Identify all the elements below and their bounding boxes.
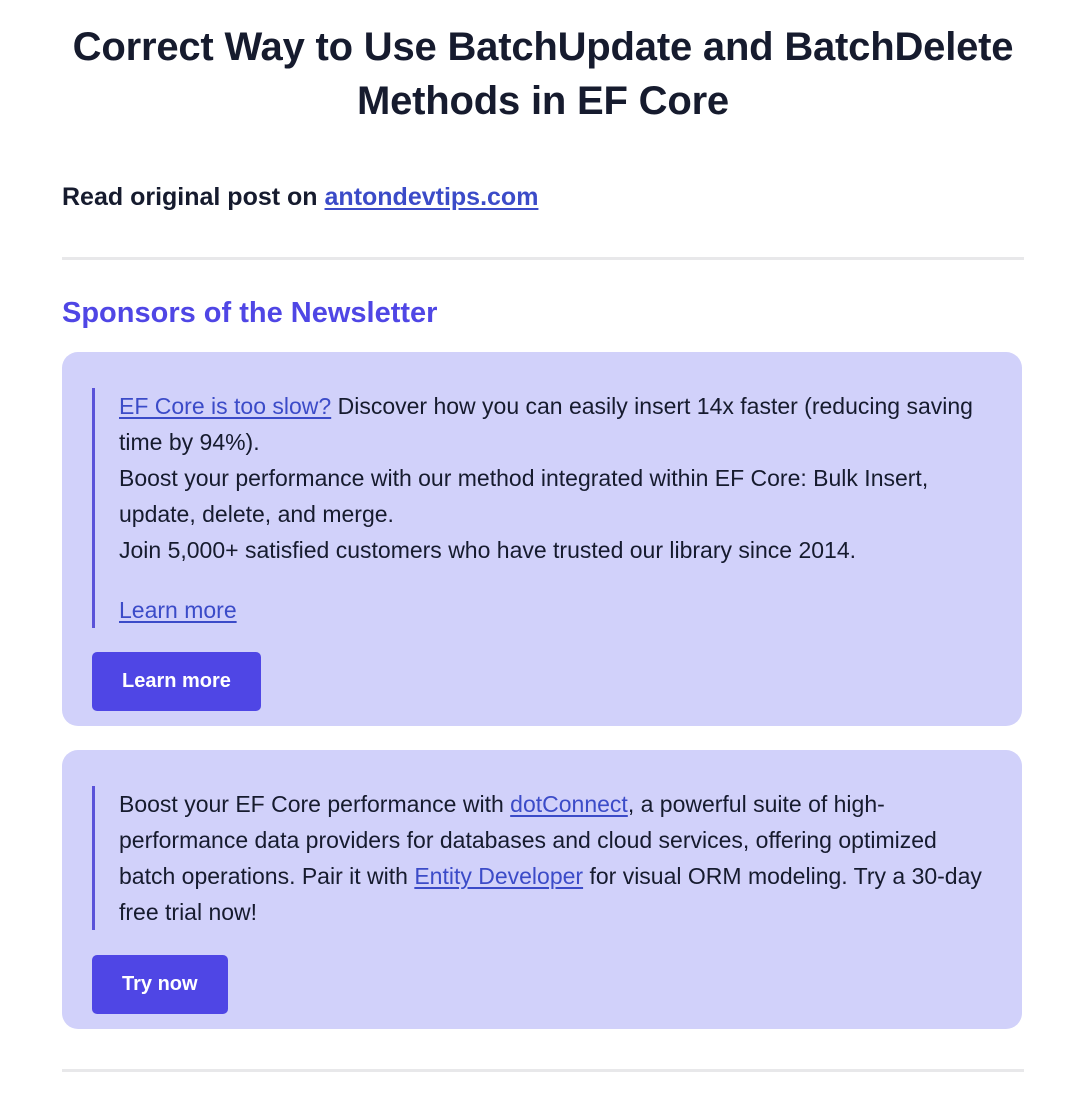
learn-more-link[interactable]: Learn more xyxy=(119,597,237,623)
sponsor-line-2: Boost your performance with our method integrated within EF Core: Bulk Insert, update, delete, and merge. xyxy=(119,465,929,527)
inline-learn-more-line xyxy=(119,592,992,628)
sponsors-heading: Sponsors of the Newsletter xyxy=(62,297,438,329)
dotconnect-text-after: for visual ORM modeling. Try a 30-day free trial now! xyxy=(119,863,982,925)
dotconnect-text-before: Boost your EF Core performance with xyxy=(119,791,511,817)
dotconnect-link[interactable]: dotConnect xyxy=(510,791,628,817)
read-original-line xyxy=(62,180,1024,214)
sponsor-card-dotconnect xyxy=(62,750,1022,1029)
sponsor-line-1 xyxy=(119,388,992,460)
sponsor-line-3: Join 5,000+ satisfied customers who have trusted our library since 2014. xyxy=(119,537,857,563)
dotconnect-text-middle: , a powerful suite of high-performance data providers for databases and cloud services, offering optimized batch operations. Pair it with xyxy=(119,791,937,889)
read-original-prefix: Read original post on xyxy=(62,183,325,211)
entity-developer-link[interactable]: Entity Developer xyxy=(414,863,584,889)
ef-core-too-slow-link[interactable]: EF Core is too slow? xyxy=(119,393,332,419)
quote-spacer xyxy=(119,568,992,592)
original-post-link[interactable]: antondevtips.com xyxy=(324,183,539,211)
sponsor-card-zzz xyxy=(62,352,1022,726)
try-now-button[interactable]: Try now xyxy=(92,955,228,1014)
top-divider xyxy=(62,257,1024,260)
sponsor-line-1-rest: Discover how you can easily insert 14x faster (reducing saving time by 94%). xyxy=(119,393,973,455)
newsletter-page xyxy=(62,0,1024,1072)
bottom-divider xyxy=(62,1069,1024,1072)
sponsor-quote xyxy=(92,388,992,628)
sponsor-quote xyxy=(92,786,992,930)
learn-more-button[interactable]: Learn more xyxy=(92,652,261,711)
page-title: Correct Way to Use BatchUpdate and BatchDelete Methods in EF Core xyxy=(72,25,1014,123)
dotconnect-paragraph xyxy=(119,786,992,930)
